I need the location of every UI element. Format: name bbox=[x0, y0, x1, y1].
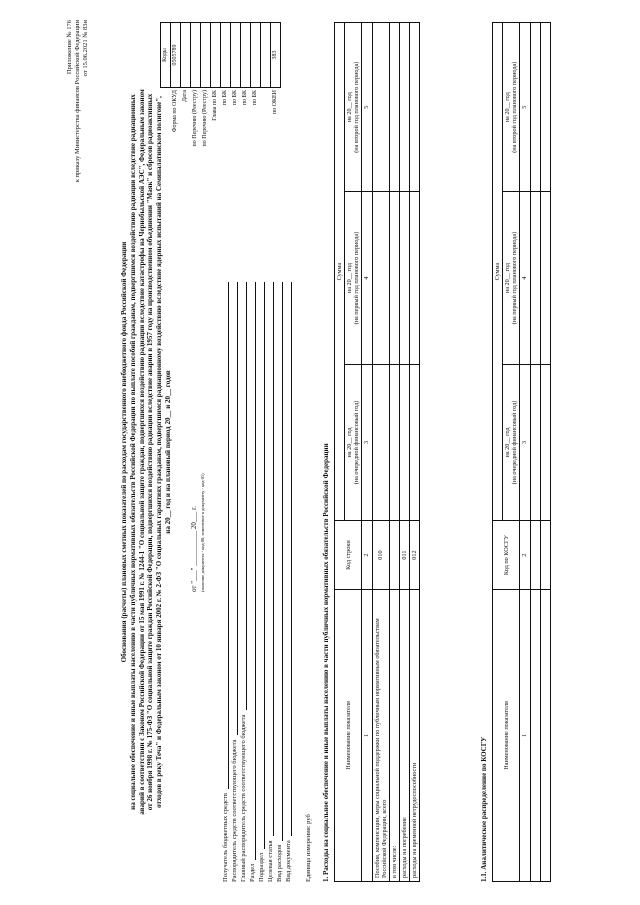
appendix-note bbox=[66, 20, 90, 182]
code-label: по ОКЕИ bbox=[272, 90, 279, 115]
unit-label: Единица измерения: bbox=[305, 825, 312, 882]
year-label: на 20__ год bbox=[346, 263, 354, 294]
col-year-3-header bbox=[503, 23, 520, 193]
appendix-line-3: от 15.06.2021 № 83н bbox=[82, 20, 90, 77]
section-1-table bbox=[334, 22, 420, 882]
value-cell[interactable] bbox=[372, 23, 389, 193]
code-value bbox=[211, 23, 221, 88]
appendix-line-2: к приказу Министерства финансов Российской Федерации bbox=[74, 20, 82, 183]
code-label bbox=[261, 88, 271, 223]
code-value bbox=[241, 23, 251, 88]
code-value: 0505789 bbox=[171, 23, 181, 88]
col-number: 1 bbox=[362, 589, 372, 881]
unit-value: руб bbox=[305, 814, 312, 824]
field-label: Раздел bbox=[248, 863, 256, 882]
field-row bbox=[220, 282, 229, 882]
field-line[interactable] bbox=[239, 282, 247, 710]
codes-header: Коды bbox=[161, 23, 171, 88]
col-number: 5 bbox=[362, 23, 372, 193]
year-sub-label: (на второй год планового периода) bbox=[511, 61, 519, 153]
code-value bbox=[181, 23, 191, 88]
title-line-2: на социальное обеспечение и иные выплаты населению в части публичных нормативных обязательств Российской Федерации по выплате пособий гражданам, подвергшимся воздействию радиации вследствие радиационных bbox=[128, 94, 137, 810]
table-row bbox=[399, 23, 409, 882]
row-code: 011 bbox=[399, 521, 409, 590]
section-1-title: 1. Расходы на социальное обеспечение и иные выплаты населению в части публичных нормативных обязательств Российской Федерации bbox=[322, 443, 330, 882]
appendix-line-1: Приложение № 176 bbox=[66, 20, 73, 75]
field-line[interactable] bbox=[230, 282, 238, 735]
year-label: на 20__ год bbox=[504, 263, 512, 294]
col-number: 3 bbox=[362, 364, 372, 521]
row-code bbox=[389, 521, 399, 590]
document-date-note: (наличие документа - код 00, изменение к документу - код 01) bbox=[200, 473, 205, 592]
value-cell[interactable] bbox=[530, 521, 540, 590]
col-name-header: Наименование показателя bbox=[335, 589, 362, 881]
requisites-fields bbox=[220, 282, 292, 882]
value-cell[interactable] bbox=[389, 364, 399, 521]
value-cell[interactable] bbox=[540, 589, 550, 881]
value-cell[interactable] bbox=[410, 192, 420, 364]
value-cell[interactable] bbox=[530, 364, 540, 521]
year-label: на 20__ год bbox=[504, 427, 512, 458]
field-row bbox=[229, 282, 238, 882]
year-label: на 20__ год bbox=[346, 427, 354, 458]
code-value bbox=[251, 23, 261, 88]
year-sub-label: (на первый год планового периода) bbox=[353, 231, 361, 325]
numbering-row bbox=[362, 23, 372, 882]
value-cell[interactable] bbox=[372, 364, 389, 521]
value-cell[interactable] bbox=[540, 23, 550, 193]
title-line-1: Обоснования (расчеты) плановых сметных показателей по расходам государственного внебюджетного фонда Российской Федерации bbox=[120, 241, 128, 663]
field-line[interactable] bbox=[248, 282, 256, 860]
field-label: Получатель бюджетных средств bbox=[221, 793, 229, 882]
col-number: 5 bbox=[520, 23, 530, 193]
code-value bbox=[191, 23, 201, 88]
title-line-4: от 26 ноября 1998 г. № 175-ФЗ "О социальной защите граждан Российской Федерации, подвергшихся воздействию радиации вследствие аварии в 1957 году на производственном объединении "Маяк" и сбросов радиоактивных bbox=[146, 93, 155, 811]
col-number: 2 bbox=[520, 521, 530, 590]
field-row bbox=[283, 282, 292, 882]
field-row bbox=[256, 282, 265, 882]
field-row bbox=[247, 282, 256, 882]
code-label: по БК bbox=[242, 90, 249, 106]
col-number: 4 bbox=[520, 192, 530, 364]
col-year-2-header bbox=[503, 192, 520, 364]
code-label: Форма по ОКУД bbox=[172, 90, 179, 133]
title-line-3: аварий в соответствии с Законом Российской Федерации от 15 мая 1991 г. № 1244-1 "О социальной защите граждан, подвергшихся воздействию радиации вследствие катастрофы на Чернобыльской АЭС", Федеральным законом bbox=[137, 89, 146, 815]
value-cell[interactable] bbox=[410, 23, 420, 193]
row-name: Пособия, компенсации, меры социальной поддержки по публичным нормативным обязательствам Российской Федерации, всего bbox=[372, 589, 389, 881]
code-label: по Перечню (Реестру) bbox=[192, 90, 199, 147]
value-cell[interactable] bbox=[399, 23, 409, 193]
codes-block bbox=[160, 22, 281, 222]
measurement-unit bbox=[305, 814, 312, 882]
field-line[interactable] bbox=[275, 282, 283, 841]
code-label: по БК bbox=[232, 90, 239, 106]
section-1-1-title: 1.1. Аналитическое распределение по КОСГУ bbox=[480, 736, 488, 882]
field-label: Вид расходов bbox=[275, 844, 283, 882]
section-1-1-table bbox=[492, 22, 551, 882]
field-label: Вид документа bbox=[284, 840, 292, 882]
row-code: 012 bbox=[410, 521, 420, 590]
code-value: 383 bbox=[271, 23, 281, 88]
value-cell[interactable] bbox=[399, 192, 409, 364]
code-value bbox=[201, 23, 211, 88]
row-name: расходы на временной нетрудоспособности bbox=[410, 589, 420, 881]
field-label: Распорядитель средств соответствующего бюджета bbox=[230, 739, 238, 882]
table-row bbox=[389, 23, 399, 882]
col-code-header: Код по КОСГУ bbox=[493, 521, 520, 590]
field-line[interactable] bbox=[284, 282, 292, 836]
row-code: 010 bbox=[372, 521, 389, 590]
col-year-2-header bbox=[345, 192, 362, 364]
value-cell[interactable] bbox=[530, 192, 540, 364]
field-row bbox=[274, 282, 283, 882]
value-cell[interactable] bbox=[372, 192, 389, 364]
code-value bbox=[231, 23, 241, 88]
value-cell[interactable] bbox=[540, 192, 550, 364]
value-cell[interactable] bbox=[410, 364, 420, 521]
code-value bbox=[261, 23, 271, 88]
field-label: Подраздел bbox=[257, 852, 265, 882]
col-sum-header: Сумма bbox=[493, 23, 503, 521]
field-row bbox=[265, 282, 274, 882]
title-line-5: отходов в реку Теча" и Федеральным законом от 10 января 2002 г. № 2-ФЗ "О социальных гарантиях гражданам, подвергшимся радиационному воздействию вследствие ядерных испытаний на Семипалатинском полигоне", bbox=[155, 96, 163, 808]
code-value bbox=[221, 23, 231, 88]
value-cell[interactable] bbox=[530, 23, 540, 193]
field-label: Главный распорядитель средств соответствующего бюджета bbox=[239, 714, 247, 882]
col-year-1-header bbox=[503, 364, 520, 521]
title-line-6: на 20__ год и на плановый период 20__ и 20__ годов bbox=[163, 370, 172, 534]
year-label: на 20__ год bbox=[504, 92, 512, 123]
col-sum-header: Сумма bbox=[335, 23, 345, 521]
value-cell[interactable] bbox=[530, 589, 540, 881]
year-sub-label: (на второй год планового периода) bbox=[353, 61, 361, 153]
code-label: по Перечню (Реестру) bbox=[202, 90, 209, 147]
year-sub-label: (на первый год планового периода) bbox=[511, 231, 519, 325]
code-label: Дата bbox=[182, 90, 189, 102]
field-row bbox=[238, 282, 247, 882]
field-line[interactable] bbox=[221, 282, 229, 789]
col-year-1-header bbox=[345, 364, 362, 521]
value-cell[interactable] bbox=[540, 521, 550, 590]
col-number: 3 bbox=[520, 364, 530, 521]
row-name: расходы на погребение bbox=[399, 589, 409, 881]
code-label: по БК bbox=[252, 90, 259, 106]
field-label: Целевая статья bbox=[266, 840, 274, 882]
col-name-header: Наименование показателя bbox=[493, 589, 520, 881]
col-year-3-header bbox=[345, 23, 362, 193]
year-label: на 20__ год bbox=[346, 92, 354, 123]
year-sub-label: (на очередной финансовый год) bbox=[353, 400, 361, 485]
year-sub-label: (на очередной финансовый год) bbox=[511, 400, 519, 485]
numbering-row bbox=[520, 23, 530, 882]
code-label: Глава по БК bbox=[212, 90, 219, 121]
value-cell[interactable] bbox=[389, 23, 399, 193]
field-line[interactable] bbox=[266, 282, 274, 836]
rotated-document bbox=[60, 12, 580, 892]
col-code-header: Код строки bbox=[335, 521, 362, 590]
col-number: 4 bbox=[362, 192, 372, 364]
value-cell[interactable] bbox=[399, 364, 409, 521]
table-row bbox=[530, 23, 540, 882]
col-number: 1 bbox=[520, 589, 530, 881]
col-number: 2 bbox=[362, 521, 372, 590]
value-cell[interactable] bbox=[540, 364, 550, 521]
document-date: от "___" __________ 20___ г. bbox=[190, 505, 198, 592]
table-row bbox=[410, 23, 420, 882]
value-cell[interactable] bbox=[389, 192, 399, 364]
table-row bbox=[372, 23, 389, 882]
field-line[interactable] bbox=[257, 282, 265, 849]
row-name: в том числе: bbox=[389, 589, 399, 881]
table-row bbox=[540, 23, 550, 882]
code-label: по БК bbox=[222, 90, 229, 106]
